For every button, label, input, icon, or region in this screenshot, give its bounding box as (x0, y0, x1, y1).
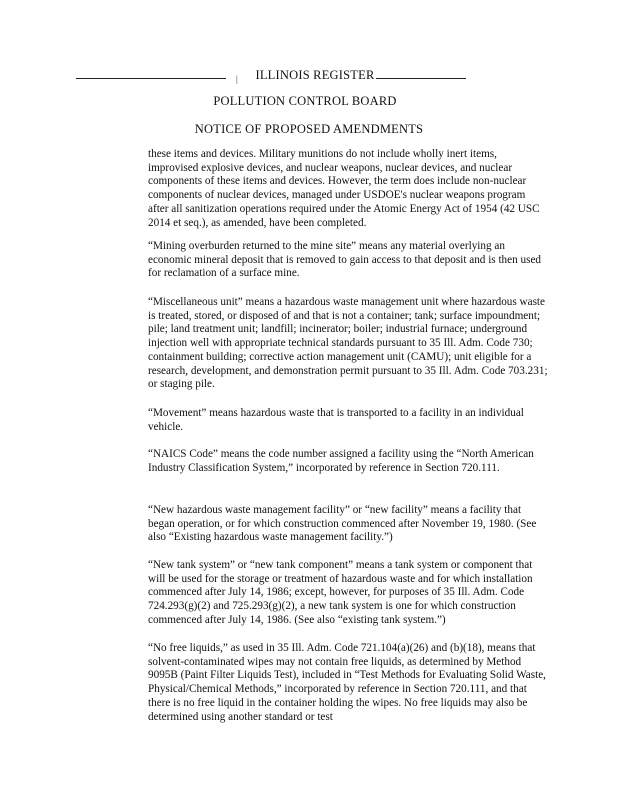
paragraph-movement: “Movement” means hazardous waste that is transported to a facility in an individual vehicle. (148, 407, 524, 433)
board-title: POLLUTION CONTROL BOARD (213, 94, 397, 108)
header-rule-tick: | (236, 74, 238, 84)
paragraph-mining-overburden: “Mining overburden returned to the mine site” means any material overlying an economic mineral deposit that is removed to gain access to that deposit and is then used for reclamation of a surface mine. (148, 240, 542, 280)
paragraph-naics-code: “NAICS Code” means the code number assigned a facility using the “North American Industry Classification System,” incorporated by reference in Section 720.111. (148, 448, 534, 474)
paragraph-new-facility: “New hazardous waste management facility” or “new facility” means a facility that began operation, or for which construction commenced after November 19, 1980. (See also “Existing hazardous waste management facility.”) (148, 504, 537, 544)
paragraph-miscellaneous-unit: “Miscellaneous unit” means a hazardous waste management unit where hazardous waste is treated, stored, or disposed of and that is not a container; tank; surface impoundment; pile; land treatment unit; landfill; incinerator; boiler; industrial furnace; underground injection well with appropriate technical standards pursuant to 35 Ill. Adm. Code 730; containment building; corrective action management unit (CAMU); unit eligible for a research, development, and demonstration permit pursuant to 35 Ill. Adm. Code 703.231; or staging pile. (148, 296, 548, 391)
paragraph-no-free-liquids: “No free liquids,” as used in 35 Ill. Adm. Code 721.104(a)(26) and (b)(18), means that solvent-contaminated wipes may not contain free liquids, as determined by Method 9095B (Paint Filter Liquids Test), included in “Test Methods for Evaluating Solid Waste, Physical/Chemical Methods,” incorporated by reference in Section 720.111, and that there is no free liquid in the container holding the wipes. No free liquids may also be determined using another standard or test (148, 642, 546, 723)
notice-title: NOTICE OF PROPOSED AMENDMENTS (194, 122, 424, 136)
paragraph-military-munitions: these items and devices. Military munitions do not include wholly inert items, improvised explosive devices, and nuclear weapons, nuclear devices, and nuclear components of these items and devices. However, the term does include non-nuclear components of nuclear devices, managed under USDOE's nuclear weapons program after all sanitization operations required under the Atomic Energy Act of 1954 (42 USC 2014 et seq.), as amended, have been completed. (148, 148, 540, 229)
paragraph-new-tank-system: “New tank system” or “new tank component” means a tank system or component that will be used for the storage or treatment of hazardous waste and for which installation commenced after July 14, 1986; except, however, for purposes of 35 Ill. Adm. Code 724.293(g)(2) and 725.293(g)(2), a new tank system is one for which construction commenced after July 14, 1986. (See also “existing tank system.”) (148, 559, 533, 626)
register-title: ILLINOIS REGISTER (255, 68, 375, 82)
